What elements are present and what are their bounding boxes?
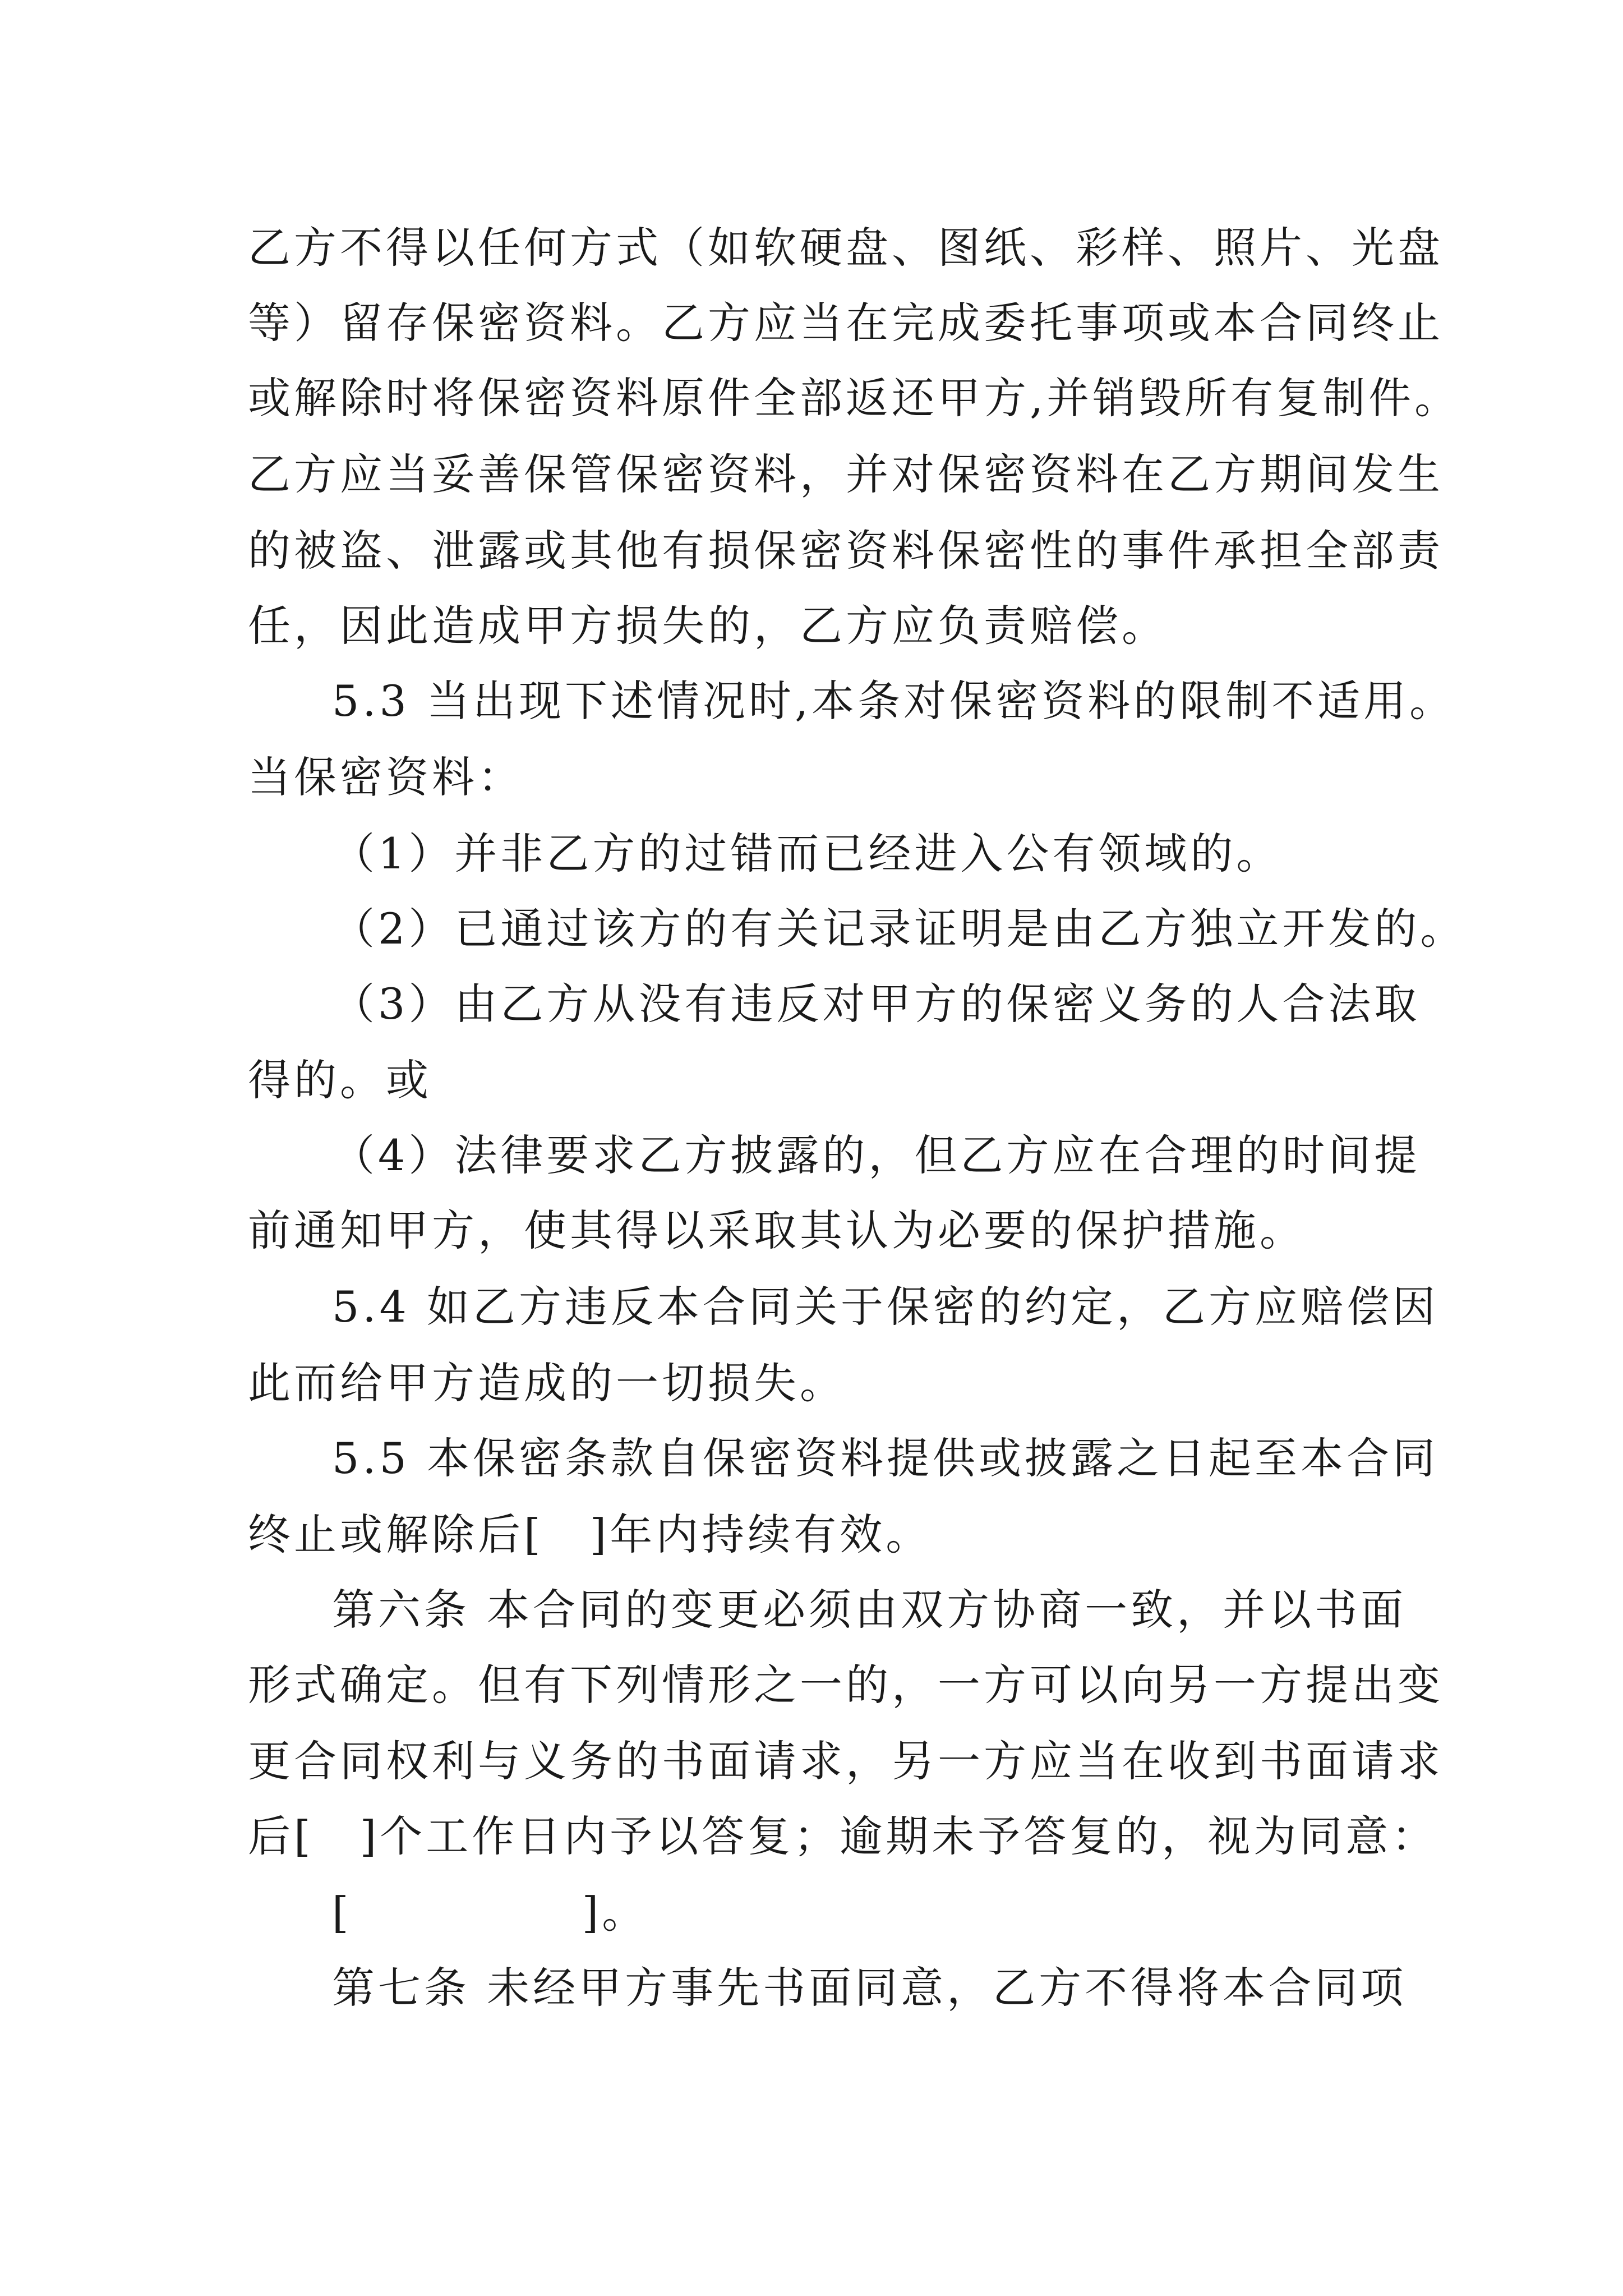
paragraph-line: 后[ ]个工作日内予以答复；逾期未予答复的，视为同意： <box>248 1811 1438 1861</box>
blank-field: [ ]。 <box>332 1888 648 1938</box>
paragraph-line: 等）留存保密资料。乙方应当在完成委托事项或本合同终止 <box>248 298 1444 348</box>
paragraph-line: 任，因此造成甲方损失的，乙方应负责赔偿。 <box>248 601 1168 651</box>
paragraph-line: 得的。或 <box>248 1055 432 1105</box>
paragraph-line: 乙方不得以任何方式（如软硬盘、图纸、彩样、照片、光盘 <box>248 223 1444 273</box>
list-item: （3）由乙方从没有违反对甲方的保密义务的人合法取 <box>332 979 1421 1029</box>
list-item: （1）并非乙方的过错而已经进入公有领域的。 <box>332 829 1283 878</box>
paragraph-line: 此而给甲方造成的一切损失。 <box>248 1358 846 1408</box>
paragraph-line: 5.4 如乙方违反本合同关于保密的约定，乙方应赔偿因 <box>332 1282 1439 1332</box>
paragraph-line: 前通知甲方，使其得以采取其认为必要的保护措施。 <box>248 1205 1306 1255</box>
paragraph-line: 乙方应当妥善保管保密资料，并对保密资料在乙方期间发生 <box>248 449 1444 499</box>
paragraph-line: 或解除时将保密资料原件全部返还甲方,并销毁所有复制件。 <box>248 373 1461 423</box>
paragraph-line: 5.3 当出现下述情况时,本条对保密资料的限制不适用。 <box>332 676 1456 726</box>
paragraph-line: 第七条 未经甲方事先书面同意，乙方不得将本合同项 <box>332 1963 1407 2013</box>
paragraph-line: 5.5 本保密条款自保密资料提供或披露之日起至本合同 <box>332 1433 1439 1483</box>
paragraph-line: 更合同权利与义务的书面请求，另一方应当在收到书面请求 <box>248 1736 1444 1786</box>
paragraph-line: 当保密资料： <box>248 752 524 802</box>
paragraph-line: 终止或解除后[ ]年内持续有效。 <box>248 1510 932 1559</box>
paragraph-line: 形式确定。但有下列情形之一的，一方可以向另一方提出变 <box>248 1660 1444 1710</box>
list-item: （4）法律要求乙方披露的，但乙方应在合理的时间提 <box>332 1130 1421 1180</box>
list-item: （2）已通过该方的有关记录证明是由乙方独立开发的。 <box>332 904 1467 954</box>
paragraph-line: 的被盗、泄露或其他有损保密资料保密性的事件承担全部责 <box>248 526 1444 576</box>
paragraph-line: 第六条 本合同的变更必须由双方协商一致，并以书面 <box>332 1585 1407 1635</box>
